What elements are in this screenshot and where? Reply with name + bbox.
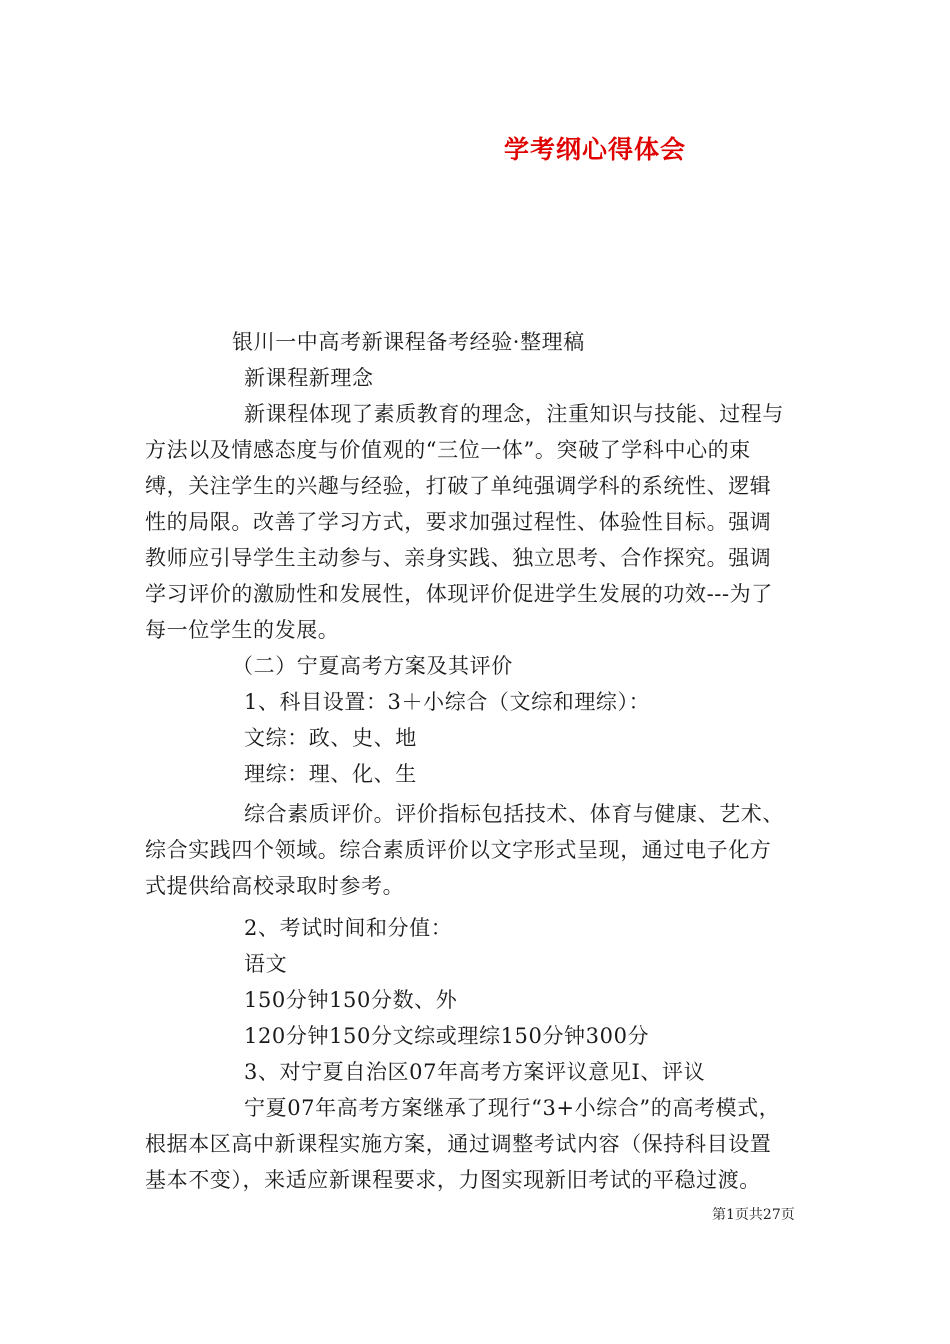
section-heading: 新课程新理念 [244,366,374,390]
paragraph-line: 新课程体现了素质教育的理念，注重知识与技能、过程与 [244,402,784,426]
paragraph-line: 方法以及情感态度与价值观的“三位一体”。突破了学科中心的束 [145,438,751,462]
paragraph-line: 性的局限。改善了学习方式，要求加强过程性、体验性目标。强调 [145,510,772,534]
list-item: 理综：理、化、生 [244,762,417,786]
list-item: 120分钟150分文综或理综150分钟300分 [244,1024,650,1048]
list-item: 1、科目设置：3＋小综合（文综和理综）： [244,690,651,714]
list-item: 语文 [244,952,288,976]
paragraph-line: 宁夏07年高考方案继承了现行“3+小综合”的高考模式， [244,1096,781,1120]
list-item: 文综：政、史、地 [244,726,417,750]
paragraph-line: 每一位学生的发展。 [145,618,340,642]
document-subtitle: 银川一中高考新课程备考经验·整理稿 [232,330,585,354]
paragraph-line: 教师应引导学生主动参与、亲身实践、独立思考、合作探究。强调 [145,546,772,570]
paragraph-line: 基本不变），来适应新课程要求，力图实现新旧考试的平稳过渡。 [145,1168,761,1192]
page-number-footer: 第1页共27页 [712,1207,795,1223]
document-title: 学考纲心得体会 [503,135,686,164]
paragraph-line: 式提供给高校录取时参考。 [145,874,405,898]
list-item: 2、考试时间和分值： [244,916,453,940]
paragraph-line: 根据本区高中新课程实施方案，通过调整考试内容（保持科目设置 [145,1132,772,1156]
paragraph-line: 学习评价的激励性和发展性，体现评价促进学生发展的功效---为了 [145,582,773,606]
list-item: 3、对宁夏自治区07年高考方案评议意见Ⅰ、评议 [244,1060,706,1084]
section-heading: （二）宁夏高考方案及其评价 [232,654,513,678]
paragraph-line: 综合实践四个领域。综合素质评价以文字形式呈现，通过电子化方 [145,838,772,862]
paragraph-line: 缚，关注学生的兴趣与经验，打破了单纯强调学科的系统性、逻辑 [145,474,772,498]
paragraph-line: 综合素质评价。评价指标包括技术、体育与健康、艺术、 [244,802,784,826]
list-item: 150分钟150分数、外 [244,988,458,1012]
